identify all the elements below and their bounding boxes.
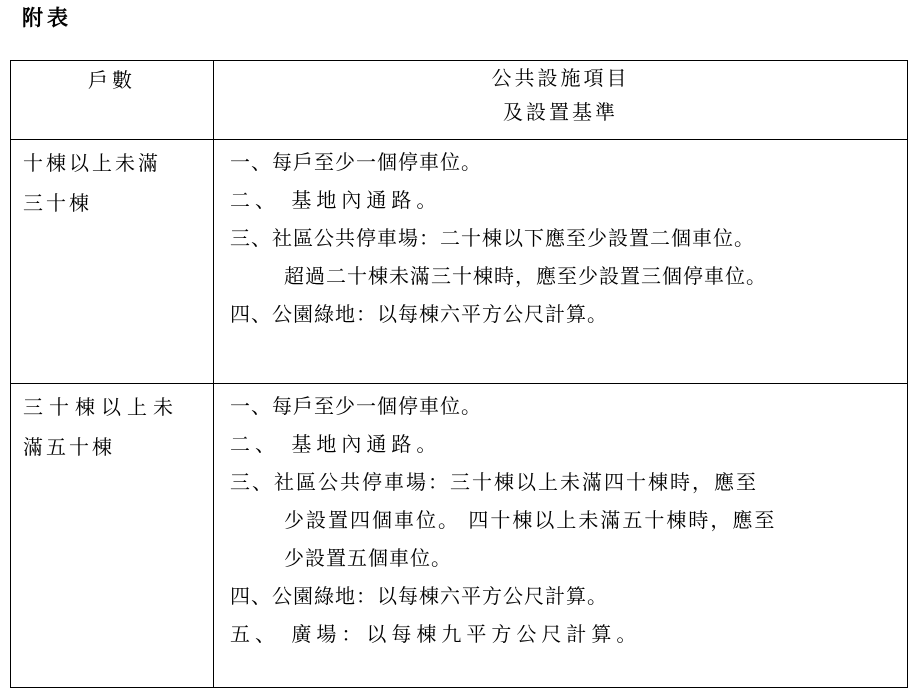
header-household-count: 戶數 bbox=[11, 61, 214, 140]
header-facilities-standard bbox=[214, 61, 908, 140]
facility-standard-cell bbox=[214, 384, 908, 688]
standard-item-continuation: 少設置五個車位。 bbox=[284, 546, 452, 570]
standard-item: 三、社區公共停車場：三十棟以上未滿四十棟時，應至 bbox=[230, 470, 758, 494]
household-category-cell bbox=[11, 384, 214, 688]
standard-item: 一、每戶至少一個停車位。 bbox=[230, 394, 482, 418]
public-facilities-table bbox=[10, 60, 908, 688]
standard-item: 二、 基地內通路。 bbox=[230, 432, 442, 456]
header-facilities-line1: 公共設施項目 bbox=[491, 66, 630, 90]
header-facilities-line2: 及設置基準 bbox=[503, 100, 618, 124]
table-header-row bbox=[11, 61, 908, 140]
standard-item: 一、每戶至少一個停車位。 bbox=[230, 150, 482, 174]
standard-item-continuation: 少設置四個車位。 四十棟以上未滿五十棟時，應至 bbox=[284, 508, 777, 532]
standard-item: 三、社區公共停車場：二十棟以下應至少設置二個車位。 bbox=[230, 226, 755, 250]
facility-standard-cell bbox=[214, 140, 908, 384]
household-category-cell bbox=[11, 140, 214, 384]
standard-item: 四、公園綠地：以每棟六平方公尺計算。 bbox=[230, 584, 608, 608]
standard-item: 五、 廣場：以每棟九平方公尺計算。 bbox=[230, 622, 642, 646]
standard-item-continuation: 超過二十棟未滿三十棟時，應至少設置三個停車位。 bbox=[284, 264, 767, 288]
category-line: 滿五十棟 bbox=[23, 435, 115, 459]
page-title: 附表 bbox=[22, 6, 72, 30]
category-line: 十棟以上未滿 bbox=[23, 151, 161, 175]
table-row bbox=[11, 140, 908, 384]
category-line: 三十棟以上未 bbox=[23, 395, 179, 419]
table-row bbox=[11, 384, 908, 688]
standard-item: 四、公園綠地：以每棟六平方公尺計算。 bbox=[230, 302, 608, 326]
standard-item: 二、 基地內通路。 bbox=[230, 188, 442, 212]
category-line: 三十棟 bbox=[23, 191, 92, 215]
